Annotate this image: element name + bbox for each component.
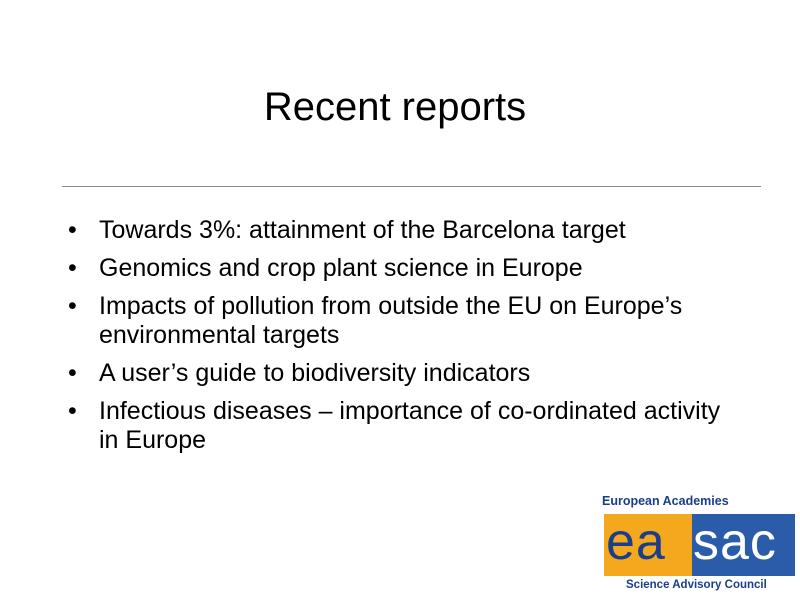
bullet-text: A user’s guide to biodiversity indicators <box>99 359 531 387</box>
bullet-dot: • <box>68 397 77 425</box>
easac-logo <box>600 494 796 596</box>
logo-ea-text: ea <box>606 513 666 571</box>
bullet-dot: • <box>68 254 77 282</box>
slide-title: Recent reports <box>263 85 527 129</box>
bullet-item <box>66 254 746 283</box>
bullet-dot: • <box>68 292 77 320</box>
bullet-text: Infectious diseases – importance of co-ordinated activity in Europe <box>99 397 721 454</box>
bullet-text: Genomics and crop plant science in Europe <box>99 254 583 282</box>
logo-top-text: European Academies <box>602 494 729 508</box>
logo-bottom-text: Science Advisory Council <box>626 579 767 591</box>
bullet-item <box>66 397 746 455</box>
bullet-text: Impacts of pollution from outside the EU on Europe’s environmental targets <box>99 292 683 349</box>
title-divider <box>62 186 761 187</box>
bullet-text: Towards 3%: attainment of the Barcelona target <box>99 216 626 244</box>
bullet-dot: • <box>68 216 77 244</box>
bullet-item <box>66 359 746 388</box>
logo-sac-text: sac <box>693 513 777 571</box>
bullet-item <box>66 292 746 350</box>
bullet-dot: • <box>68 359 77 387</box>
bullet-item <box>66 216 746 245</box>
bullet-list <box>66 216 746 464</box>
